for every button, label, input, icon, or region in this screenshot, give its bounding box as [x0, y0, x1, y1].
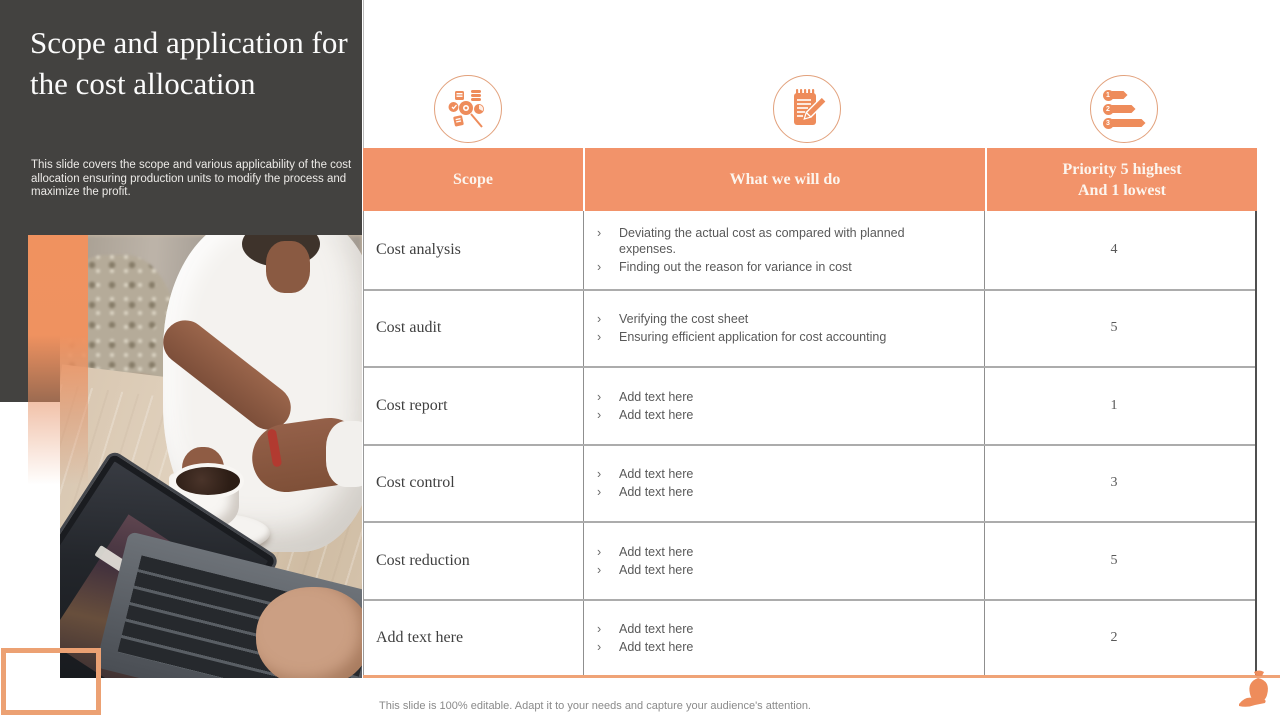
priority-cell[interactable]: 1	[1110, 397, 1118, 413]
cost-allocation-table	[363, 211, 1257, 676]
bullet-marker: ›	[597, 467, 602, 482]
priority-cell[interactable]: 5	[1110, 552, 1118, 568]
rank-number-3: 3	[1103, 118, 1114, 129]
bullet-marker: ›	[597, 312, 602, 327]
bullet-marker: ›	[597, 259, 602, 274]
header-scope[interactable]: Scope	[363, 148, 583, 211]
bullet-text: Verifying the cost sheet	[619, 312, 749, 327]
priority-cell[interactable]: 4	[1110, 241, 1118, 257]
bullet-marker: ›	[597, 485, 602, 500]
orange-gradient-bar	[28, 235, 88, 485]
table-header-row	[363, 148, 1257, 211]
corner-outline-rectangle	[1, 648, 101, 715]
rank-bar-2	[1112, 105, 1136, 113]
priority-ranking-icon	[1090, 75, 1158, 143]
what-cell[interactable]	[584, 291, 985, 367]
bullet-text: Add text here	[619, 544, 694, 559]
scope-cell[interactable]: Add text here	[364, 601, 584, 677]
money-bag-hand-icon	[1237, 666, 1277, 720]
bullet-marker: ›	[597, 640, 602, 655]
bullet-text: Add text here	[619, 562, 694, 577]
page-title: Scope and application for the cost allocation	[30, 25, 348, 101]
table-row[interactable]	[364, 521, 1255, 599]
table-row[interactable]	[364, 211, 1255, 289]
cost-analysis-icon	[434, 75, 502, 143]
bullet-text: Ensuring efficient application for cost accounting	[619, 330, 887, 345]
table-row[interactable]	[364, 599, 1255, 677]
panel-edge-divider	[363, 0, 364, 148]
scope-cell[interactable]: Cost audit	[364, 291, 584, 367]
bullet-text: Add text here	[619, 622, 694, 637]
what-cell[interactable]	[584, 601, 985, 677]
rank-number-2: 2	[1103, 104, 1114, 115]
coffee-laptop-photo	[60, 235, 362, 678]
bullet-marker: ›	[597, 407, 602, 422]
what-cell[interactable]	[584, 523, 985, 599]
scope-cell[interactable]: Cost analysis	[364, 211, 584, 289]
header-priority[interactable]: Priority 5 highest And 1 lowest	[987, 148, 1257, 211]
bullet-text: Add text here	[619, 485, 694, 500]
priority-cell[interactable]: 3	[1110, 475, 1118, 491]
bullet-text: Add text here	[619, 467, 694, 482]
bullet-text: Finding out the reason for variance in cost	[619, 259, 852, 274]
bullet-text: Add text here	[619, 389, 694, 404]
priority-cell[interactable]: 5	[1110, 320, 1118, 336]
editable-note: This slide is 100% editable. Adapt it to your needs and capture your audience's attention.	[379, 700, 811, 712]
what-cell[interactable]	[584, 211, 985, 289]
scope-cell[interactable]: Cost reduction	[364, 523, 584, 599]
bullet-text: Add text here	[619, 640, 694, 655]
rank-bar-3	[1112, 119, 1146, 127]
table-row[interactable]	[364, 289, 1255, 367]
header-what-we-will-do[interactable]: What we will do	[585, 148, 985, 211]
what-cell[interactable]	[584, 368, 985, 444]
bullet-marker: ›	[597, 622, 602, 637]
bullet-marker: ›	[597, 544, 602, 559]
bullet-marker: ›	[597, 562, 602, 577]
rank-number-1: 1	[1103, 90, 1114, 101]
bullet-marker: ›	[597, 330, 602, 345]
what-cell[interactable]	[584, 446, 985, 522]
bullet-marker: ›	[597, 225, 602, 240]
notepad-pencil-icon	[773, 75, 841, 143]
table-bottom-accent-line	[363, 675, 1280, 678]
table-row[interactable]	[364, 366, 1255, 444]
rank-bar-1	[1112, 91, 1128, 99]
scope-cell[interactable]: Cost control	[364, 446, 584, 522]
slide-description: This slide covers the scope and various applicability of the cost allocation ensuring production units to modify the process and maximize the profit.	[31, 159, 352, 198]
scope-cell[interactable]: Cost report	[364, 368, 584, 444]
bullet-text: Add text here	[619, 407, 694, 422]
priority-cell[interactable]: 2	[1110, 630, 1118, 646]
table-row[interactable]	[364, 444, 1255, 522]
bullet-text: Deviating the actual cost as compared with planned expenses.	[619, 225, 905, 256]
bullet-marker: ›	[597, 389, 602, 404]
